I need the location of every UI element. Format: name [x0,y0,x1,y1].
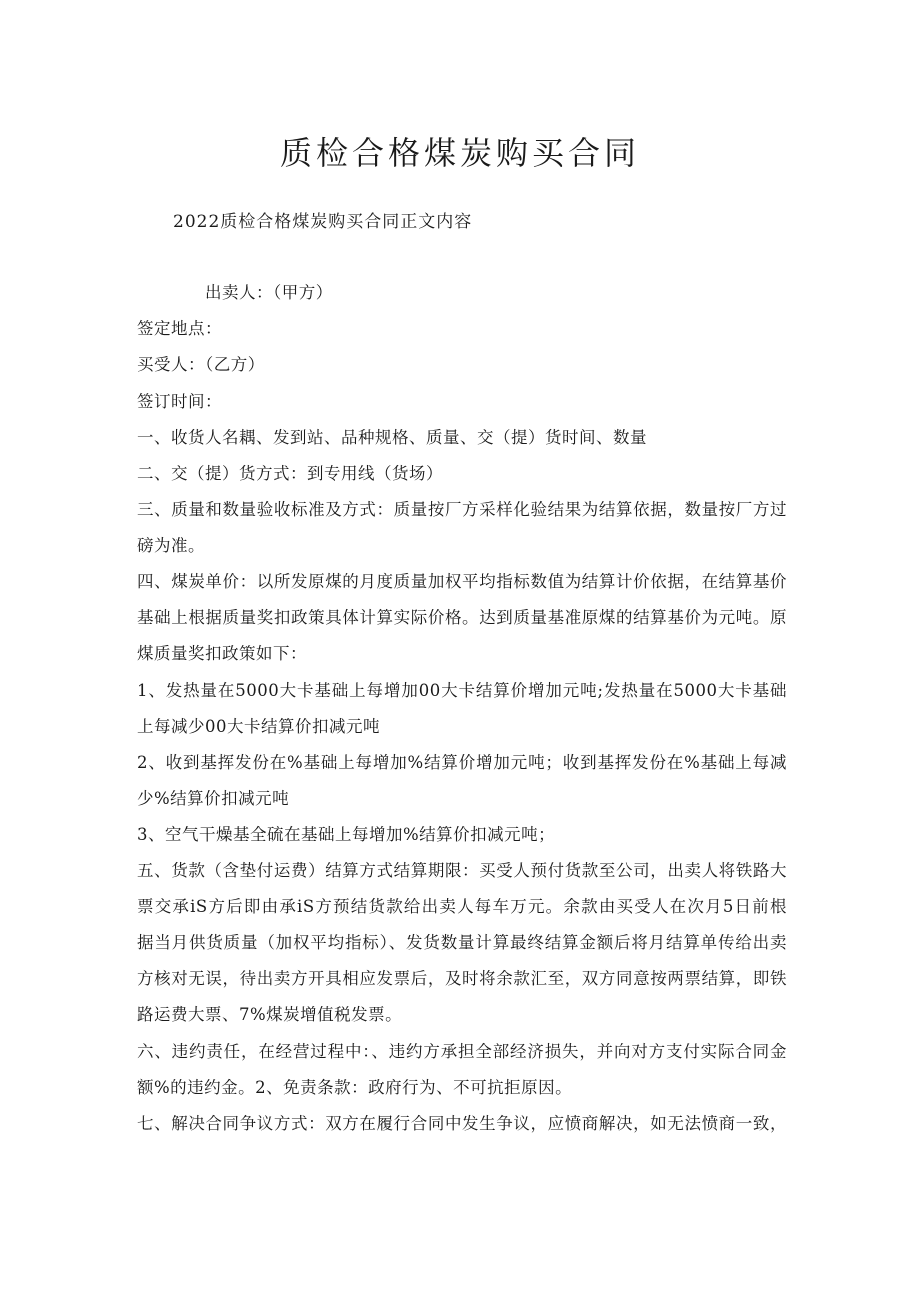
clause-6-line-1: 六、违约责任，在经营过程中：、违约方承担全部经济损失，并向对方支付实际合同金 [137,1042,787,1061]
clause-4-item-3-line: 3、空气干燥基全硫在基础上每增加%结算价扣减元吨； [137,825,556,844]
signing-time-line: 签订时间： [137,392,222,411]
clause-4-item-1-line-2: 上每减少00大卡结算价扣减元吨 [137,717,380,736]
clause-6-line-2: 额%的违约金。2、免责条款：政府行为、不可抗拒原因。 [137,1078,573,1097]
signing-place-line: 签定地点： [137,319,222,338]
clause-4-line-3: 煤质量奖扣政策如下： [137,644,307,663]
clause-5-line-1: 五、货款（含垫付运费）结算方式结算期限：买受人预付货款至公司，出卖人将铁路大 [137,861,787,880]
clause-4-line-1: 四、煤炭单价：以所发原煤的月度质量加权平均指标数值为结算计价依据，在结算基价 [137,572,787,591]
clause-4-item-2-line-2: 少%结算价扣减元吨 [137,789,290,808]
clause-7-line-1: 七、解决合同争议方式：双方在履行合同中发生争议，应愤商解决，如无法愤商一致， [137,1114,787,1133]
clause-5-line-4: 方核对无误，待出卖方开具相应发票后，及时将余款汇至，双方同意按两票结算，即铁 [137,969,787,988]
clause-5-line-2: 票交承iS方后即由承iS方预结货款给出卖人每车万元。余款由买受人在次月5日前根 [137,897,787,916]
clause-4-item-1-line-1: 1、发热量在5000大卡基础上每增加00大卡结算价增加元吨;发热量在5000大卡基础 [137,681,787,700]
clause-3-line-1: 三、质量和数量验收标准及方式：质量按厂方采样化验结果为结算依据，数量按厂方过 [137,500,787,519]
document-subtitle: 2022质检合格煤炭购买合同正文内容 [173,212,473,232]
clause-5-line-3: 据当月供货质量（加权平均指标）、发货数量计算最终结算金额后将月结算单传给出卖 [137,933,787,952]
clause-2-line: 二、交（提）货方式：到专用线（货场） [137,464,443,483]
clause-1-line: 一、收货人名耦、发到站、品种规格、质量、交（提）货时间、数量 [137,428,647,447]
clause-3-line-2: 磅为准。 [137,536,205,555]
clause-4-item-2-line-1: 2、收到基挥发份在%基础上每增加%结算价增加元吨；收到基挥发份在%基础上每减 [137,753,787,772]
seller-line: 出卖人：（甲方） [205,283,333,302]
buyer-line: 买受人：（乙方） [137,355,265,374]
clause-5-line-5: 路运费大票、7%煤炭增值税发票。 [137,1005,403,1024]
document-title: 质检合格煤炭购买合同 [279,134,640,172]
clause-4-line-2: 基础上根据质量奖扣政策具体计算实际价格。达到质量基准原煤的结算基价为元吨。原 [137,608,787,627]
